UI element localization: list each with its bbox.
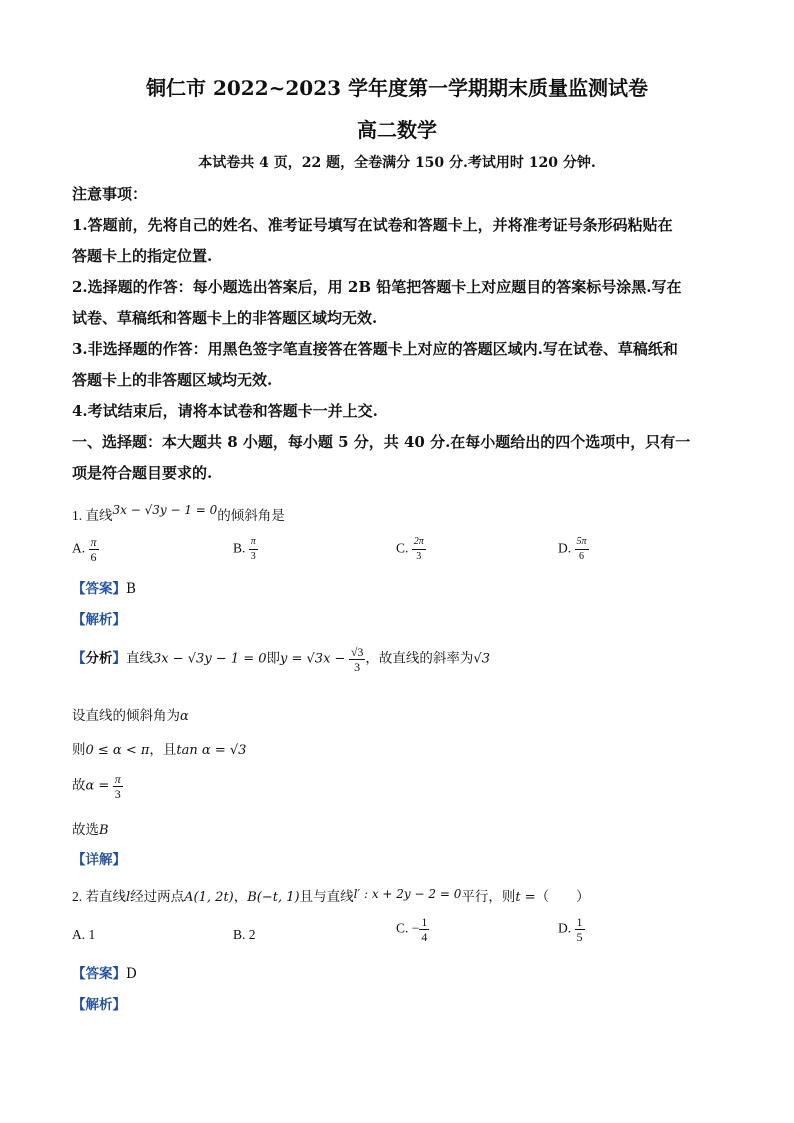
q1-prefix: 1. 直线	[72, 508, 113, 523]
q2-option-b: B. 2	[233, 927, 256, 942]
q2-option-d-frac: $\frac{1}{5}$	[576, 915, 583, 944]
q1-analysis-tag: 【解析】	[72, 612, 126, 628]
q1-fenxi: 【分析】直线3x − √3y − 1 = 0即y = √3x − $\frac{√3}{3}$ ，故直线的斜率为√3	[72, 645, 490, 674]
q1-option-a: A. $\frac{\pi}{6}$	[72, 535, 97, 564]
note-1-line-2: 答题卡上的指定位置.	[72, 247, 213, 265]
q1-fenxi-frac: $\frac{√3}{3}$	[350, 645, 364, 674]
q1-step-3-frac: $\frac{\pi}{3}$	[114, 772, 121, 801]
q1-option-a-frac: $\frac{\pi}{6}$	[90, 535, 97, 564]
q1-detail-tag: 【详解】	[72, 852, 126, 868]
q2-answer: 【答案】D	[72, 966, 137, 982]
section-1-line-2: 项是符合题目要求的.	[72, 464, 213, 482]
q1-option-d-frac: $\frac{5\pi}{6}$	[576, 536, 587, 562]
q2-stem: 2. 若直线l经过两点A(1, 2t)，B(−t, 1)且与直线l′ : x + 2y − 2 = 0平行，则t =（ ）	[72, 887, 590, 905]
q2-option-c-frac: $\frac{1}{4}$	[421, 915, 428, 944]
exam-title: 铜仁市 2022~2023 学年度第一学期期末质量监测试卷	[145, 76, 648, 100]
note-3-line-1: 3.非选择题的作答：用黑色签字笔直接答在答题卡上对应的答题区域内.写在试卷、草稿纸和	[72, 340, 678, 358]
exam-subject: 高二数学	[357, 118, 437, 142]
note-2-line-1: 2.选择题的作答：每小题选出答案后，用 2B 铅笔把答题卡上对应题目的答案标号涂黑.写在	[72, 278, 682, 296]
q1-option-c: C. $\frac{2\pi}{3}$	[396, 536, 424, 562]
note-3-line-2: 答题卡上的非答题区域均无效.	[72, 371, 273, 389]
q2-option-a: A. 1	[72, 927, 96, 942]
notes-heading: 注意事项：	[72, 185, 148, 203]
q1-step-2: 则0 ≤ α < π，且tan α = √3	[72, 742, 247, 758]
note-4: 4.考试结束后，请将本试卷和答题卡一并上交.	[72, 402, 378, 420]
section-1-line-1: 一、选择题：本大题共 8 小题，每小题 5 分，共 40 分.在每小题给出的四个选项中，只有一	[72, 433, 691, 451]
q1-stem	[72, 504, 285, 524]
q1-step-3: 故α = $\frac{\pi}{3}$	[72, 772, 121, 801]
q1-step-1: 设直线的倾斜角为α	[72, 708, 189, 724]
q1-equation: 3x − √3y − 1 = 0	[112, 503, 218, 517]
q1-option-d: D. $\frac{5\pi}{6}$	[558, 536, 587, 562]
q2-option-c: C. − $\frac{1}{4}$	[396, 915, 428, 944]
q1-option-b: B. $\frac{\pi}{3}$	[233, 536, 256, 562]
q1-option-b-frac: $\frac{\pi}{3}$	[250, 536, 256, 562]
q2-option-d: D. $\frac{1}{5}$	[558, 915, 583, 944]
q2-analysis-tag: 【解析】	[72, 997, 126, 1013]
note-1-line-1: 1.答题前，先将自己的姓名、准考证号填写在试卷和答题卡上，并将准考证号条形码粘贴在	[72, 216, 673, 234]
q1-option-c-frac: $\frac{2\pi}{3}$	[413, 536, 424, 562]
note-2-line-2: 试卷、草稿纸和答题卡上的非答题区域均无效.	[72, 309, 378, 327]
q1-suffix: 的倾斜角是	[217, 508, 285, 523]
q1-answer: 【答案】B	[72, 581, 136, 597]
q1-step-4: 故选B	[72, 822, 109, 838]
exam-info: 本试卷共 4 页，22 题，全卷满分 150 分.考试用时 120 分钟.	[198, 155, 596, 171]
